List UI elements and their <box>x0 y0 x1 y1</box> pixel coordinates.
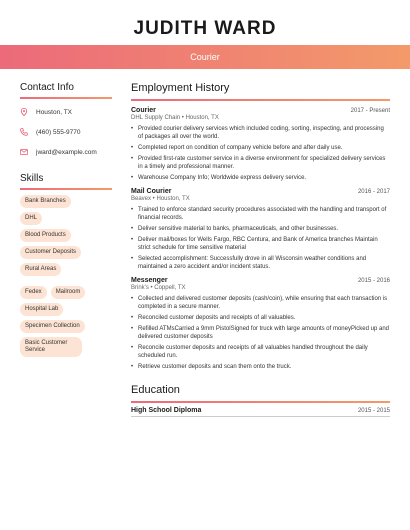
job-bullet: • Trained to enforce standard security procedures associated with the handling and transport of financial records. <box>131 206 390 222</box>
education-section-title: Education <box>131 384 390 403</box>
skill-tag: Bank Branches <box>20 195 71 208</box>
job-bullet: • Reconciled customer deposits and receipts of all valuables. <box>131 314 390 322</box>
job-company-line: Beavex • Houston, TX <box>131 196 190 202</box>
contact-email-text: jward@example.com <box>36 148 97 156</box>
job-company: Brink's <box>131 285 149 291</box>
role-banner <box>0 45 410 69</box>
contact-list <box>20 102 112 162</box>
contact-phone-text: (460) 555-9770 <box>36 128 81 136</box>
skill-tag: DHL <box>20 212 42 225</box>
job-entry <box>131 277 390 371</box>
job-company-line: Brink's • Coppell, TX <box>131 285 186 291</box>
job-bullet: • Provided courier delivery services which included coding, sorting, inspecting, and processing of packages all over the world. <box>131 125 390 141</box>
skill-tag: Hospital Lab <box>20 303 63 316</box>
phone-icon <box>20 128 36 136</box>
job-bullet: • Deliver mail/boxes for Wells Fargo, RBC Centura, and Bank of America branches Maintain strict schedule for time sensitive material <box>131 236 390 252</box>
job-date: 2015 - 2016 <box>357 278 390 284</box>
employment-section-title: Employment History <box>131 82 390 101</box>
job-company: Beavex <box>131 196 152 202</box>
education-date: 2015 - 2015 <box>357 408 390 414</box>
skill-tag: Customer Deposits <box>20 246 81 259</box>
job-bullet: • Provided first-rate customer service in a diverse environment for specialized delivery services in a timely and professional manner. <box>131 155 390 171</box>
job-location: Coppell, TX <box>154 285 186 291</box>
contact-item-email <box>20 142 112 162</box>
job-entry <box>131 188 390 271</box>
resume-name: JUDITH WARD <box>133 18 277 39</box>
contact-item-phone <box>20 122 112 142</box>
skill-tag: Fedex <box>20 286 47 299</box>
job-bullet: • Warehouse Company Info; Worldwide express delivery service. <box>131 174 390 182</box>
contact-section-title: Contact Info <box>20 82 112 99</box>
job-date: 2016 - 2017 <box>357 189 390 195</box>
skill-tag: Specimen Collection <box>20 320 85 333</box>
skills-section-title: Skills <box>20 173 112 190</box>
education-section <box>131 384 390 417</box>
skills-list <box>20 195 112 357</box>
job-bullet: • Selected accomplishment: Successfully drove in all Wisconsin weather conditions and maintained a zero accident and/or incident status. <box>131 255 390 271</box>
job-location: Houston, TX <box>156 196 190 202</box>
job-entry <box>131 107 390 182</box>
job-bullet: • Reconcile customer deposits and receipts of all valuables handled throughout the daily scheduled run. <box>131 344 390 360</box>
job-title: Courier <box>131 107 156 114</box>
right-column <box>131 82 390 417</box>
job-company: DHL Supply Chain <box>131 115 181 121</box>
job-location: Houston, TX <box>185 115 219 121</box>
contact-item-location <box>20 102 112 122</box>
contact-location-text: Houston, TX <box>36 108 73 116</box>
role-title: Courier <box>190 52 220 62</box>
job-bullet: • Retrieve customer deposits and scan them onto the truck. <box>131 363 390 371</box>
job-date: 2017 - Present <box>350 108 390 114</box>
job-company-line: DHL Supply Chain • Houston, TX <box>131 115 219 121</box>
job-bullet: • Refilled ATMsCarried a 9mm PistolSigned for truck with large amounts of moneyPicked up and delivered customer deposits <box>131 325 390 341</box>
skill-tag: Basic Customer Service <box>20 337 82 357</box>
education-degree: High School Diploma <box>131 407 202 414</box>
education-entry <box>131 407 390 417</box>
job-title: Messenger <box>131 277 168 284</box>
job-bullets <box>131 206 390 271</box>
job-bullets <box>131 295 390 371</box>
job-title: Mail Courier <box>131 188 172 195</box>
skill-tag: Rural Areas <box>20 263 61 276</box>
job-bullets <box>131 125 390 182</box>
skill-tag: Blood Products <box>20 229 71 242</box>
job-bullet: • Collected and delivered customer deposits (cash/coin), while ensuring that each transaction is completed in a secure manner. <box>131 295 390 311</box>
mail-icon <box>20 148 36 156</box>
location-pin-icon <box>20 108 36 116</box>
skill-tag: Mailroom <box>51 286 86 299</box>
job-bullet: • Deliver sensitive material to banks, pharmaceuticals, and other businesses. <box>131 225 390 233</box>
job-bullet: • Completed report on condition of company vehicle before and after daily use. <box>131 144 390 152</box>
left-column <box>20 82 112 361</box>
